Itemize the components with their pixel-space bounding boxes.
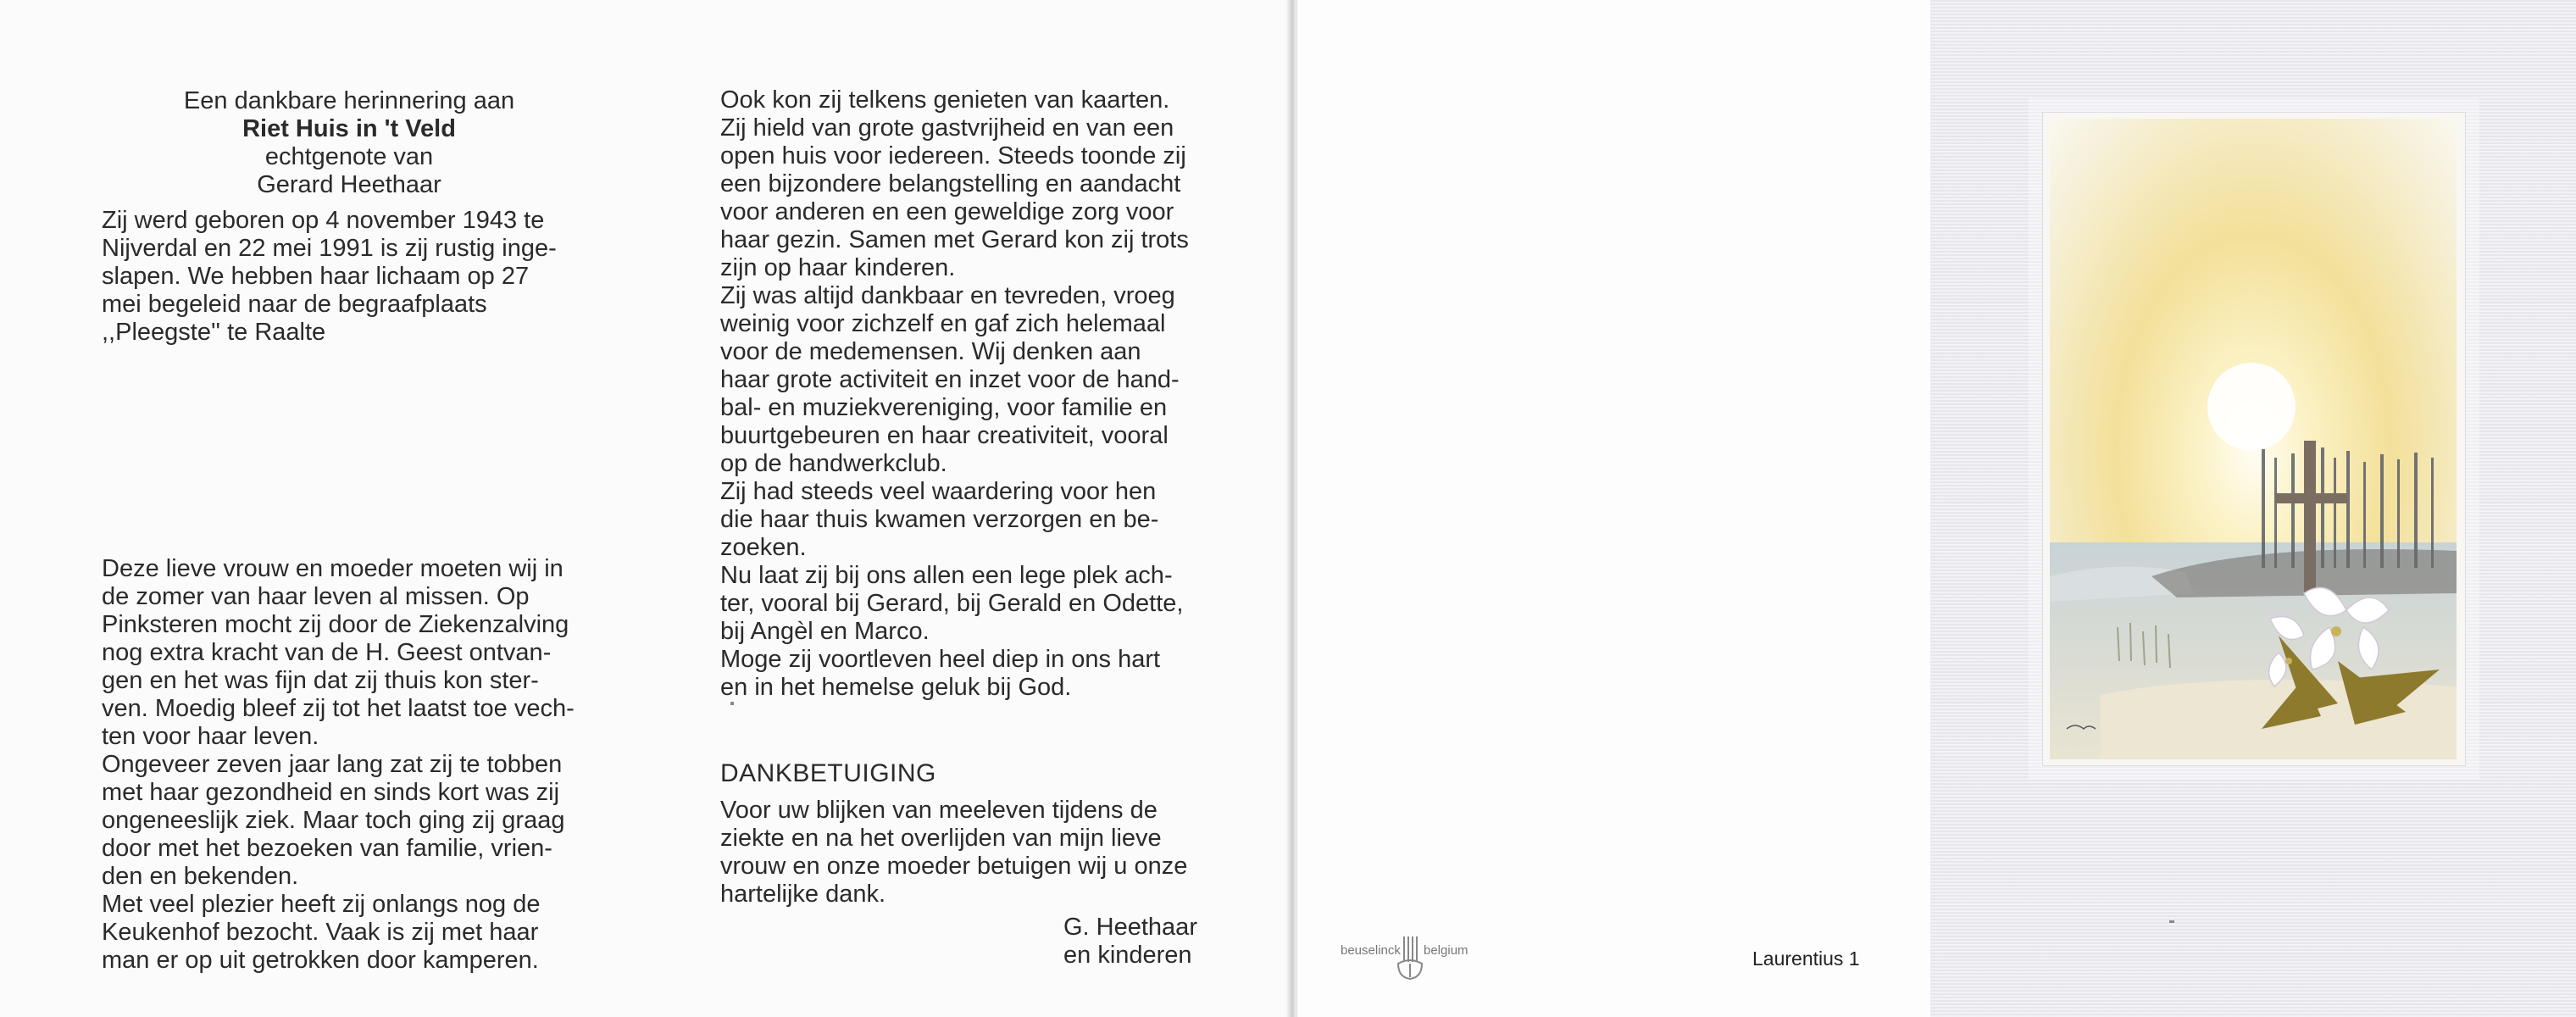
card-fold — [1286, 0, 1296, 1017]
text-line: Nijverdal en 22 mei 1991 is zij rustig inge- — [102, 235, 557, 262]
text-line: zoeken. — [720, 534, 807, 561]
text-line: Ook kon zij telkens genieten van kaarten. — [720, 86, 1170, 114]
left-text-column — [102, 87, 597, 347]
thanks-paragraph — [720, 797, 1215, 909]
publisher-emblem-icon — [1395, 935, 1425, 981]
publisher-country: belgium — [1424, 943, 1468, 958]
text-line: haar grote activiteit en inzet voor de hand- — [720, 366, 1180, 393]
text-line: Ongeveer zeven jaar lang zat zij te tobben — [102, 751, 563, 778]
text-line: ziekte en na het overlijden van mijn lieve — [720, 825, 1162, 852]
paper-speck — [730, 702, 734, 705]
text-line: den en bekenden. — [102, 863, 299, 890]
text-line: man er op uit getrokken door kamperen. — [102, 947, 539, 974]
text-line: haar gezin. Samen met Gerard kon zij trots — [720, 226, 1189, 253]
text-line: buurtgebeuren en haar creativiteit, vooral — [720, 422, 1169, 449]
deceased-name: Riet Huis in 't Veld — [242, 115, 456, 142]
thanks-heading: DANKBETUIGING — [720, 759, 936, 787]
text-line: Zij hield van grote gastvrijheid en van een — [720, 114, 1174, 142]
text-line: Met veel plezier heeft zij onlangs nog de — [102, 891, 541, 918]
life-paragraph — [102, 555, 597, 975]
text-line: de zomer van haar leven al missen. Op — [102, 583, 530, 610]
spouse-label: echtgenote van — [264, 143, 434, 170]
text-line: Zij werd geboren op 4 november 1943 te — [102, 207, 545, 234]
sunset-cross-lily-painting — [2050, 119, 2457, 759]
signature-line-1: G. Heethaar — [1063, 914, 1197, 941]
text-line: weinig voor zichzelf en gaf zich helemaal — [720, 310, 1166, 337]
right-text-column — [720, 86, 1215, 702]
text-line: Zij was altijd dankbaar en tevreden, vroeg — [720, 282, 1175, 309]
text-line: open huis voor iedereen. Steeds toonde zij — [720, 142, 1186, 170]
text-line: Voor uw blijken van meeleven tijdens de — [720, 797, 1158, 824]
text-line: ,,Pleegste'' te Raalte — [102, 319, 326, 346]
text-line: een bijzondere belangstelling en aandacht — [720, 170, 1181, 197]
text-line: op de handwerkclub. — [720, 450, 947, 477]
text-line: en in het hemelse geluk bij God. — [720, 674, 1072, 701]
text-line: gen en het was fijn dat zij thuis kon ster- — [102, 667, 539, 694]
paper-speck — [2169, 920, 2174, 923]
card-model-number: Laurentius 1 — [1752, 948, 1860, 970]
publisher-name: beuselinck — [1341, 943, 1401, 958]
birth-death-paragraph — [102, 207, 597, 347]
text-line: slapen. We hebben haar lichaam op 27 — [102, 263, 530, 290]
text-line: ten voor haar leven. — [102, 723, 319, 750]
signature-line-2: en kinderen — [1063, 942, 1192, 969]
text-line: hartelijke dank. — [720, 881, 886, 908]
text-line: Keukenhof bezocht. Vaak is zij met haar — [102, 919, 539, 946]
text-line: Pinksteren mocht zij door de Ziekenzalving — [102, 611, 569, 638]
text-line: voor de medemensen. Wij denken aan — [720, 338, 1141, 365]
text-line: Nu laat zij bij ons allen een lege plek ach- — [720, 562, 1173, 589]
text-line: mei begeleid naar de begraafplaats — [102, 291, 487, 318]
text-line: door met het bezoeken van familie, vrien- — [102, 835, 552, 862]
text-line: nog extra kracht van de H. Geest ontvan- — [102, 639, 552, 666]
text-line: ongeneeslijk ziek. Maar toch ging zij graag — [102, 807, 565, 834]
spouse-name: Gerard Heethaar — [257, 171, 441, 198]
text-line: met haar gezondheid en sinds kort was zij — [102, 779, 560, 806]
text-line: zijn op haar kinderen. — [720, 254, 956, 281]
card-back-page — [1296, 0, 1930, 1017]
publisher-logo — [1341, 935, 1468, 986]
intro-line: Een dankbare herinnering aan — [183, 87, 515, 114]
text-line: bal- en muziekvereniging, voor familie en — [720, 394, 1168, 421]
text-line: voor anderen en een geweldige zorg voor — [720, 198, 1174, 225]
text-line: Zij had steeds veel waardering voor hen — [720, 478, 1157, 505]
text-line: die haar thuis kwamen verzorgen en be- — [720, 506, 1159, 533]
text-line: bij Angèl en Marco. — [720, 618, 930, 645]
text-line: ter, vooral bij Gerard, bij Gerald en Odette, — [720, 590, 1184, 617]
text-line: ven. Moedig bleef zij tot het laatst toe vech- — [102, 695, 575, 722]
text-line: vrouw en onze moeder betuigen wij u onze — [720, 853, 1188, 880]
text-line: Moge zij voortleven heel diep in ons hart — [720, 646, 1161, 673]
text-line: Deze lieve vrouw en moeder moeten wij in — [102, 555, 564, 582]
